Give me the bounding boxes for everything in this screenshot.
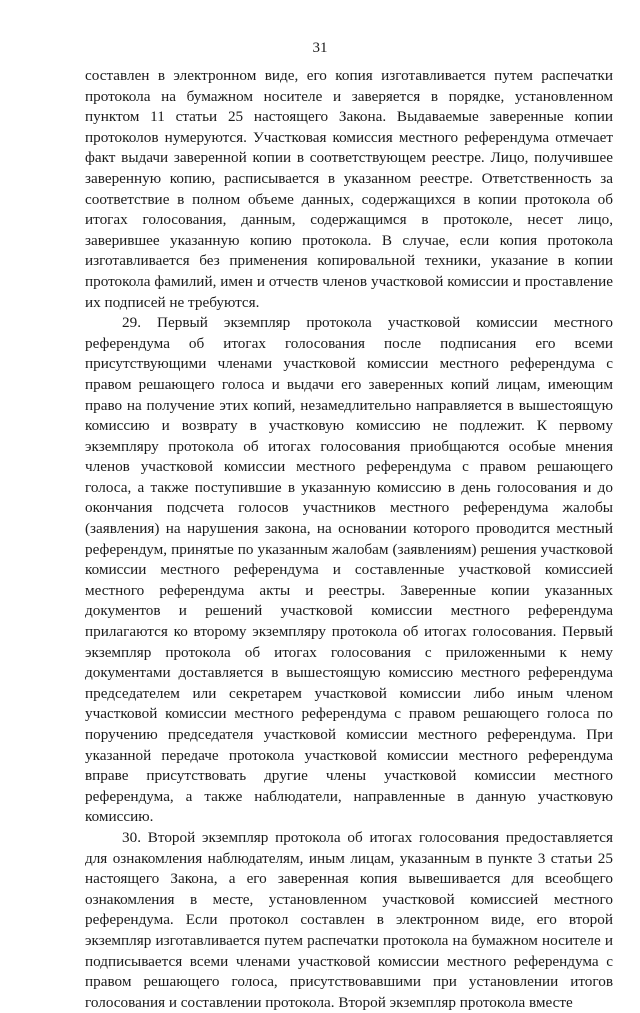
paragraph-29: 29. Первый экземпляр протокола участковой комиссии местного референдума об итогах голосования после подписания его всеми присутствующими членами участковой комиссии местного референдума с правом решающего голоса и выдачи его заверенных копий лицам, имеющим право на получение этих копий, незамедлительно направляется в вышестоящую комиссию и возврату в участковую комиссию не подлежит. К первому экземпляру протокола об итогах голосования приобщаются особые мнения членов участковой комиссии местного референдума с правом решающего голоса, а также поступившие в указанную комиссию в день голосования и до окончания подсчета голосов участников местного референдума жалобы (заявления) на нарушения закона, на основании которого проводится местный референдум, принятые по указанным жалобам (заявлениям) решения участковой комиссии местного референдума и составленные участковой комиссией местного референдума акты и реестры. Заверенные копии указанных документов и решений участковой комиссии местного референдума прилагаются ко второму экземпляру протокола об итогах голосования. Первый экземпляр протокола об итогах голосования с приложенными к нему документами доставляется в вышестоящую комиссию местного референдума председателем или секретарем участковой комиссии либо иным членом участковой комиссии местного референдума с правом решающего голоса по поручению председателя участковой комиссии местного референдума. При указанной передаче протокола участковой комиссии местного референдума вправе присутствовать другие члены участковой комиссии местного референдума, а также наблюдатели, направленные в данную участковую комиссию. xyxy=(85,314,613,826)
paragraph-continuation: составлен в электронном виде, его копия изготавливается путем распечатки протокола на бумажном носителе и заверяется в порядке, установленном пунктом 11 статьи 25 настоящего Закона. Выдаваемые заверенные копии протоколов нумеруются. Участковая комиссия местного референдума отмечает факт выдачи заверенной копии в соответствующем реестре. Лицо, получившее заверенную копию, расписывается в указанном реестре. Ответственность за соответствие в полном объеме данных, содержащихся в копии протокола об итогах голосования, данным, содержащимся в протоколе, несет лицо, заверившее указанную копию протокола. В случае, если копия протокола изготавливается без применения копировальной техники, указание в копии протокола фамилий, имен и отчеств членов участковой комиссии и проставление их подписей не требуются. xyxy=(85,67,613,311)
paragraph-30: 30. Второй экземпляр протокола об итогах голосования предоставляется для ознакомления наблюдателям, иным лицам, указанным в пункте 3 статьи 25 настоящего Закона, а его заверенная копия вывешивается для всеобщего ознакомления в месте, установленном участковой комиссией местного референдума. Если протокол составлен в электронном виде, его второй экземпляр изготавливается путем распечатки протокола на бумажном носителе и подписывается всеми членами участковой комиссии местного референдума с правом решающего голоса, присутствовавшими при установлении итогов голосования и составлении протокола. Второй экземпляр протокола вместе xyxy=(85,828,613,1011)
document-body xyxy=(85,66,613,1013)
page-number: 31 xyxy=(312,40,328,56)
